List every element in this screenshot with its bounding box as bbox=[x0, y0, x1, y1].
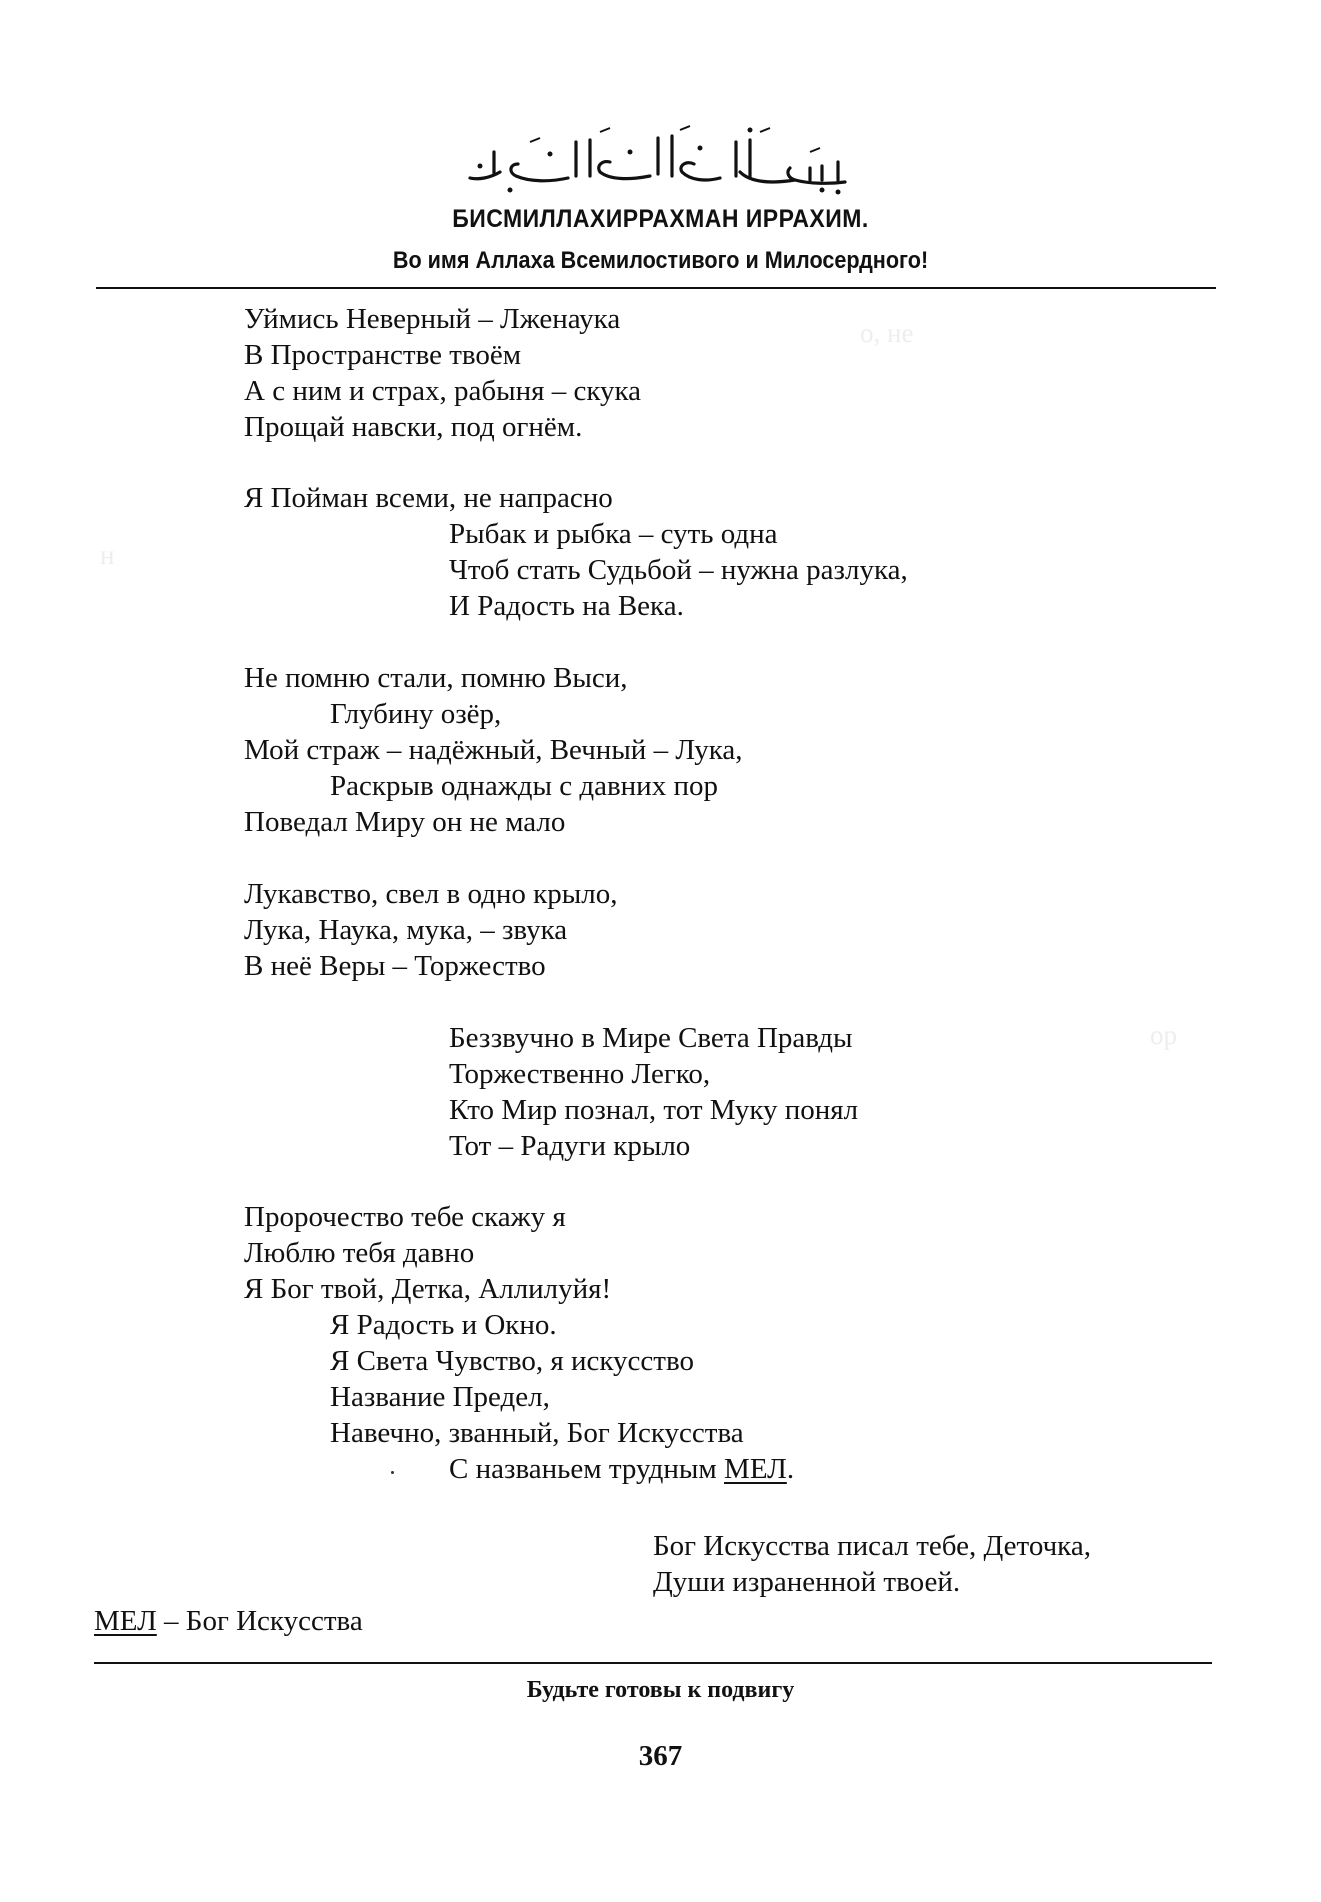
last-line-text: С названьем трудным bbox=[449, 1453, 725, 1485]
poem-line: Я Бог твой, Детка, Аллилуйя! bbox=[244, 1273, 612, 1305]
poem-line: Не помню стали, помню Выси, bbox=[244, 662, 628, 694]
poem-line: Я Радость и Окно. bbox=[330, 1309, 557, 1341]
poem-line: Раскрыв однажды с давних пор bbox=[330, 770, 718, 802]
poem-line: Пророчество тебе скажу я bbox=[244, 1201, 566, 1233]
poem-line: В Пространстве твоём bbox=[244, 339, 522, 371]
mel-underlined: МЕЛ bbox=[724, 1453, 787, 1485]
poem-last-line bbox=[449, 1455, 794, 1484]
poem-line: Я Света Чувство, я искусство bbox=[330, 1345, 694, 1377]
signature-line: Бог Искусства писал тебе, Деточка, bbox=[653, 1530, 1091, 1562]
poem-line: Уймись Неверный – Лженаука bbox=[244, 303, 621, 335]
bleed-through-1: о, не bbox=[860, 318, 914, 348]
poem-line: Беззвучно в Мире Света Правды bbox=[449, 1022, 853, 1054]
print-speck bbox=[391, 1471, 394, 1474]
bismillah-calligraphy bbox=[450, 122, 870, 200]
poem-line: Лукавство, свел в одно крыло, bbox=[244, 878, 618, 910]
last-line-period: . bbox=[786, 1453, 795, 1485]
poem-line: Мой страж – надёжный, Вечный – Лука, bbox=[244, 734, 743, 766]
header-subtitle: Во имя Аллаха Всемилостивого и Милосердного! bbox=[392, 247, 929, 274]
header-rule bbox=[96, 287, 1216, 289]
poem-line: А с ним и страх, рабыня – скука bbox=[244, 375, 642, 407]
poem-line: Прощай навски, под огнём. bbox=[244, 411, 583, 443]
footnote bbox=[94, 1607, 363, 1636]
page-number: 367 bbox=[638, 1740, 683, 1772]
poem-line: Чтоб стать Судьбой – нужна разлука, bbox=[449, 554, 908, 586]
poem-line: Торжественно Легко, bbox=[449, 1058, 711, 1090]
poem-line: Я Пойман всеми, не напрасно bbox=[244, 482, 613, 514]
footer-motto: Будьте готовы к подвигу bbox=[526, 1677, 795, 1703]
poem-line: И Радость на Века. bbox=[449, 590, 684, 622]
bleed-through-2: н bbox=[100, 540, 115, 570]
poem-line: Название Предел, bbox=[330, 1381, 550, 1413]
poem-line: В неё Веры – Торжество bbox=[244, 950, 546, 982]
poem-line: Кто Мир познал, тот Муку понял bbox=[449, 1094, 859, 1126]
poem-line: Навечно, званный, Бог Искусства bbox=[330, 1417, 744, 1449]
footnote-definition: – Бог Искусства bbox=[156, 1605, 363, 1637]
header-title: БИСМИЛЛАХИРРАХМАН ИРРАХИМ. bbox=[452, 205, 869, 233]
poem-line: Глубину озёр, bbox=[330, 698, 502, 730]
signature-line: Души израненной твоей. bbox=[653, 1566, 961, 1598]
footnote-term: МЕЛ bbox=[94, 1605, 157, 1637]
poem-line: Люблю тебя давно bbox=[244, 1237, 475, 1269]
bleed-through-3: ор bbox=[1150, 1020, 1177, 1050]
poem-line: Тот – Радуги крыло bbox=[449, 1130, 691, 1162]
poem-line: Лука, Наука, мука, – звука bbox=[244, 914, 568, 946]
poem-line: Поведал Миру он не мало bbox=[244, 806, 566, 838]
poem-line: Рыбак и рыбка – суть одна bbox=[449, 518, 778, 550]
footer-rule bbox=[94, 1662, 1212, 1664]
